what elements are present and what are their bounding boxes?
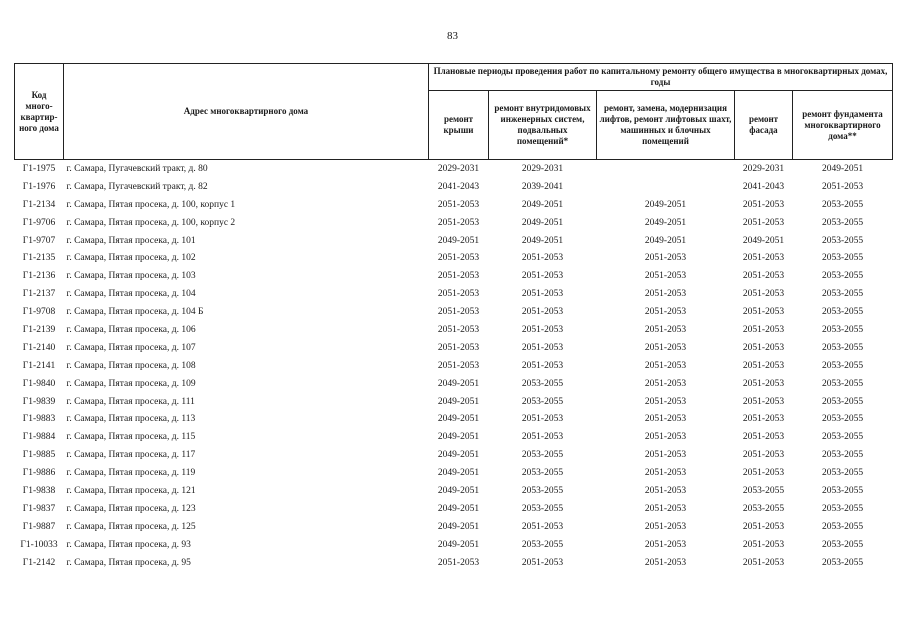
- cell-code: Г1-9883: [22, 414, 56, 425]
- cell-systems: 2051-2053: [521, 432, 564, 443]
- cell-elevators: 2051-2053: [644, 503, 687, 514]
- cell-roof: 2051-2053: [437, 271, 480, 282]
- cell-facade: 2051-2053: [742, 253, 785, 264]
- cell-roof: 2049-2051: [437, 539, 480, 550]
- cell-foundation: 2053-2055: [821, 432, 864, 443]
- cell-code: Г1-10033: [20, 539, 58, 550]
- cell-systems: 2051-2053: [521, 289, 564, 300]
- table-row: [15, 554, 893, 572]
- cell-foundation: 2053-2055: [821, 217, 864, 228]
- cell-facade: 2053-2055: [742, 485, 785, 496]
- cell-facade: 2051-2053: [742, 217, 785, 228]
- cell-address: г. Самара, Пятая просека, д. 123: [66, 503, 196, 514]
- cell-roof: 2049-2051: [437, 235, 480, 246]
- cell-foundation: 2053-2055: [821, 235, 864, 246]
- cell-elevators: [597, 178, 735, 196]
- cell-elevators: 2051-2053: [644, 378, 687, 389]
- cell-address: г. Самара, Пятая просека, д. 119: [66, 468, 196, 479]
- cell-systems: 2039-2041: [521, 181, 564, 192]
- cell-facade: 2051-2053: [742, 342, 785, 353]
- cell-facade: 2053-2055: [742, 503, 785, 514]
- cell-facade: 2051-2053: [742, 199, 785, 210]
- table-row: [15, 410, 893, 428]
- cell-elevators: 2051-2053: [644, 307, 687, 318]
- cell-facade: 2051-2053: [742, 521, 785, 532]
- table-row: [15, 482, 893, 500]
- cell-foundation: 2053-2055: [821, 450, 864, 461]
- cell-address: г. Самара, Пятая просека, д. 100, корпус 1: [66, 199, 236, 210]
- cell-address: г. Самара, Пугачевский тракт, д. 80: [66, 163, 208, 174]
- cell-systems: 2051-2053: [521, 414, 564, 425]
- cell-address: г. Самара, Пятая просека, д. 107: [66, 342, 196, 353]
- cell-address: г. Самара, Пятая просека, д. 95: [66, 557, 191, 568]
- cell-elevators: 2049-2051: [644, 217, 687, 228]
- cell-address: г. Самара, Пятая просека, д. 104: [66, 289, 196, 300]
- table-row: [15, 321, 893, 339]
- cell-code: Г1-2139: [22, 324, 56, 335]
- cell-code: Г1-2137: [22, 289, 56, 300]
- cell-address: г. Самара, Пятая просека, д. 106: [66, 324, 196, 335]
- cell-facade: 2051-2053: [742, 271, 785, 282]
- cell-foundation: 2053-2055: [821, 289, 864, 300]
- cell-address: г. Самара, Пугачевский тракт, д. 82: [66, 181, 208, 192]
- cell-foundation: 2053-2055: [821, 307, 864, 318]
- cell-elevators: 2051-2053: [644, 557, 687, 568]
- cell-facade: 2051-2053: [742, 307, 785, 318]
- cell-foundation: 2053-2055: [821, 324, 864, 335]
- cell-systems: 2049-2051: [521, 235, 564, 246]
- cell-facade: 2051-2053: [742, 557, 785, 568]
- table-row: [15, 303, 893, 321]
- cell-facade: 2051-2053: [742, 468, 785, 479]
- cell-elevators: 2049-2051: [644, 235, 687, 246]
- cell-foundation: 2053-2055: [821, 360, 864, 371]
- cell-code: Г1-9706: [22, 217, 56, 228]
- cell-elevators: 2051-2053: [644, 485, 687, 496]
- cell-facade: 2029-2031: [742, 163, 785, 174]
- cell-systems: 2049-2051: [521, 199, 564, 210]
- cell-foundation: 2053-2055: [821, 503, 864, 514]
- cell-roof: 2051-2053: [437, 217, 480, 228]
- cell-roof: 2049-2051: [437, 432, 480, 443]
- cell-address: г. Самара, Пятая просека, д. 103: [66, 271, 196, 282]
- cell-address: г. Самара, Пятая просека, д. 93: [66, 539, 191, 550]
- cell-elevators: 2051-2053: [644, 271, 687, 282]
- cell-code: Г1-9887: [22, 521, 56, 532]
- cell-roof: 2051-2053: [437, 324, 480, 335]
- header-facade: ремонт фасада: [735, 91, 793, 160]
- cell-code: Г1-2140: [22, 342, 56, 353]
- cell-elevators: 2051-2053: [644, 324, 687, 335]
- cell-code: Г1-9839: [22, 396, 56, 407]
- cell-code: Г1-1975: [22, 163, 56, 174]
- table-body: [15, 160, 893, 572]
- cell-elevators: 2051-2053: [644, 396, 687, 407]
- cell-elevators: 2051-2053: [644, 539, 687, 550]
- cell-facade: 2051-2053: [742, 414, 785, 425]
- cell-systems: 2053-2055: [521, 503, 564, 514]
- table-row: [15, 285, 893, 303]
- cell-roof: 2049-2051: [437, 378, 480, 389]
- header-code: Код много-квартир-ного дома: [15, 64, 64, 160]
- cell-facade: 2051-2053: [742, 360, 785, 371]
- table-row: [15, 249, 893, 267]
- cell-elevators: 2051-2053: [644, 468, 687, 479]
- cell-foundation: 2053-2055: [821, 396, 864, 407]
- cell-foundation: 2053-2055: [821, 271, 864, 282]
- cell-systems: 2051-2053: [521, 342, 564, 353]
- cell-address: г. Самара, Пятая просека, д. 101: [66, 235, 196, 246]
- table-row: [15, 500, 893, 518]
- header-row-top: [15, 64, 893, 91]
- cell-roof: 2051-2053: [437, 289, 480, 300]
- cell-systems: 2053-2055: [521, 485, 564, 496]
- cell-facade: 2041-2043: [742, 181, 785, 192]
- cell-code: Г1-9886: [22, 468, 56, 479]
- cell-systems: 2051-2053: [521, 271, 564, 282]
- cell-facade: 2051-2053: [742, 324, 785, 335]
- cell-foundation: 2053-2055: [821, 539, 864, 550]
- cell-roof: 2049-2051: [437, 521, 480, 532]
- cell-foundation: 2053-2055: [821, 468, 864, 479]
- cell-address: г. Самара, Пятая просека, д. 100, корпус 2: [66, 217, 236, 228]
- cell-facade: 2051-2053: [742, 396, 785, 407]
- cell-elevators: 2049-2051: [644, 199, 687, 210]
- cell-address: г. Самара, Пятая просека, д. 121: [66, 485, 196, 496]
- cell-foundation: 2053-2055: [821, 521, 864, 532]
- table-row: [15, 375, 893, 393]
- cell-code: Г1-9837: [22, 503, 56, 514]
- table-row: [15, 196, 893, 214]
- cell-roof: 2049-2051: [437, 503, 480, 514]
- cell-foundation: 2053-2055: [821, 557, 864, 568]
- cell-foundation: 2053-2055: [821, 342, 864, 353]
- cell-address: г. Самара, Пятая просека, д. 102: [66, 253, 196, 264]
- cell-code: Г1-9708: [22, 307, 56, 318]
- cell-code: Г1-2142: [22, 557, 56, 568]
- cell-address: г. Самара, Пятая просека, д. 104 Б: [66, 307, 204, 318]
- cell-code: Г1-9707: [22, 235, 56, 246]
- cell-address: г. Самара, Пятая просека, д. 108: [66, 360, 196, 371]
- header-systems: ремонт внутридомовых инженерных систем, подвальных помещений*: [489, 91, 597, 160]
- cell-roof: 2049-2051: [437, 485, 480, 496]
- cell-systems: 2049-2051: [521, 217, 564, 228]
- header-periods-title: Плановые периоды проведения работ по капитальному ремонту общего имущества в многоквартирных домах, годы: [429, 64, 893, 91]
- table-row: [15, 446, 893, 464]
- cell-address: г. Самара, Пятая просека, д. 125: [66, 521, 196, 532]
- cell-systems: 2029-2031: [521, 163, 564, 174]
- header-elevators: ремонт, замена, модернизация лифтов, ремонт лифтовых шахт, машинных и блочных помещений: [597, 91, 735, 160]
- table-row: [15, 267, 893, 285]
- cell-roof: 2051-2053: [437, 199, 480, 210]
- cell-address: г. Самара, Пятая просека, д. 109: [66, 378, 196, 389]
- cell-code: Г1-2135: [22, 253, 56, 264]
- cell-address: г. Самара, Пятая просека, д. 111: [66, 396, 195, 407]
- cell-address: г. Самара, Пятая просека, д. 113: [66, 414, 196, 425]
- cell-elevators: 2051-2053: [644, 289, 687, 300]
- cell-roof: 2049-2051: [437, 450, 480, 461]
- cell-foundation: 2053-2055: [821, 253, 864, 264]
- cell-code: Г1-2134: [22, 199, 56, 210]
- cell-elevators: 2051-2053: [644, 253, 687, 264]
- cell-systems: 2053-2055: [521, 468, 564, 479]
- table-row: [15, 518, 893, 536]
- cell-systems: 2051-2053: [521, 324, 564, 335]
- cell-code: Г1-1976: [22, 181, 56, 192]
- cell-elevators: 2051-2053: [644, 414, 687, 425]
- cell-systems: 2053-2055: [521, 396, 564, 407]
- cell-foundation: 2049-2051: [821, 163, 864, 174]
- cell-code: Г1-9885: [22, 450, 56, 461]
- cell-systems: 2051-2053: [521, 557, 564, 568]
- repair-plan-table: [14, 63, 893, 571]
- cell-elevators: 2051-2053: [644, 521, 687, 532]
- table-row: [15, 232, 893, 250]
- table-row: [15, 339, 893, 357]
- cell-facade: 2051-2053: [742, 450, 785, 461]
- cell-foundation: 2053-2055: [821, 199, 864, 210]
- cell-roof: 2051-2053: [437, 360, 480, 371]
- table-header: [15, 64, 893, 160]
- cell-roof: 2029-2031: [437, 163, 480, 174]
- cell-elevators: 2051-2053: [644, 432, 687, 443]
- cell-address: г. Самара, Пятая просека, д. 117: [66, 450, 196, 461]
- cell-systems: 2053-2055: [521, 450, 564, 461]
- cell-systems: 2051-2053: [521, 253, 564, 264]
- cell-facade: 2051-2053: [742, 378, 785, 389]
- cell-systems: 2053-2055: [521, 378, 564, 389]
- cell-systems: 2053-2055: [521, 539, 564, 550]
- cell-code: Г1-2136: [22, 271, 56, 282]
- table-row: [15, 178, 893, 196]
- cell-roof: 2051-2053: [437, 557, 480, 568]
- table-row: [15, 464, 893, 482]
- cell-roof: 2049-2051: [437, 414, 480, 425]
- cell-facade: 2051-2053: [742, 432, 785, 443]
- cell-roof: 2051-2053: [437, 342, 480, 353]
- cell-foundation: 2053-2055: [821, 414, 864, 425]
- cell-foundation: 2053-2055: [821, 378, 864, 389]
- cell-roof: 2051-2053: [437, 253, 480, 264]
- cell-foundation: 2053-2055: [821, 485, 864, 496]
- cell-roof: 2049-2051: [437, 396, 480, 407]
- cell-facade: 2051-2053: [742, 539, 785, 550]
- cell-address: г. Самара, Пятая просека, д. 115: [66, 432, 196, 443]
- cell-elevators: 2051-2053: [644, 342, 687, 353]
- cell-code: Г1-9840: [22, 378, 56, 389]
- cell-systems: 2051-2053: [521, 521, 564, 532]
- cell-foundation: 2051-2053: [821, 181, 864, 192]
- table-row: [15, 536, 893, 554]
- cell-code: Г1-9884: [22, 432, 56, 443]
- cell-roof: 2049-2051: [437, 468, 480, 479]
- cell-roof: 2051-2053: [437, 307, 480, 318]
- cell-facade: 2051-2053: [742, 289, 785, 300]
- cell-code: Г1-2141: [22, 360, 56, 371]
- header-address: Адрес многоквартирного дома: [64, 64, 429, 160]
- cell-elevators: [597, 160, 735, 178]
- page-number: 83: [447, 30, 458, 42]
- cell-elevators: 2051-2053: [644, 450, 687, 461]
- cell-systems: 2051-2053: [521, 307, 564, 318]
- cell-systems: 2051-2053: [521, 360, 564, 371]
- table-row: [15, 160, 893, 178]
- header-roof: ремонт крыши: [429, 91, 489, 160]
- cell-elevators: 2051-2053: [644, 360, 687, 371]
- table-row: [15, 428, 893, 446]
- table-row: [15, 393, 893, 411]
- cell-roof: 2041-2043: [437, 181, 480, 192]
- cell-facade: 2049-2051: [742, 235, 785, 246]
- table-row: [15, 214, 893, 232]
- header-foundation: ремонт фундамента многоквартирного дома**: [793, 91, 893, 160]
- cell-code: Г1-9838: [22, 485, 56, 496]
- table-row: [15, 357, 893, 375]
